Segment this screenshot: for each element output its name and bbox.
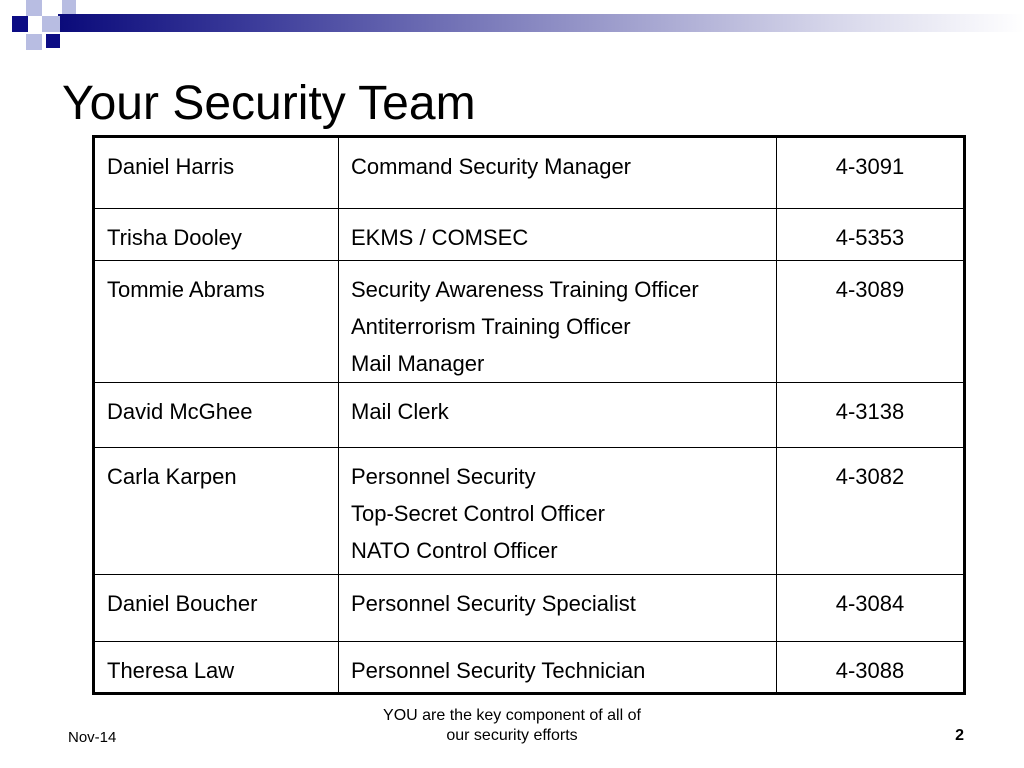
table-row [94, 383, 965, 448]
member-name: David McGhee [94, 383, 339, 448]
member-role: Mail Clerk [351, 399, 449, 424]
decor-square [46, 34, 60, 48]
member-roles [339, 209, 777, 261]
decor-square [42, 16, 60, 32]
member-role: NATO Control Officer [351, 538, 558, 563]
member-role: EKMS / COMSEC [351, 225, 529, 250]
member-role: Mail Manager [351, 351, 485, 376]
table-row [94, 575, 965, 642]
phone-extension: 4-3082 [777, 448, 965, 575]
slide-title: Your Security Team [62, 77, 476, 130]
member-roles [339, 642, 777, 694]
member-roles [339, 448, 777, 575]
member-roles [339, 261, 777, 383]
footer-message [312, 706, 712, 746]
decor-square [26, 0, 42, 16]
member-name: Daniel Boucher [94, 575, 339, 642]
header-decoration [0, 0, 1024, 50]
header-gradient-bar [58, 14, 1024, 32]
phone-extension: 4-3138 [777, 383, 965, 448]
decor-square [26, 34, 42, 50]
member-role: Personnel Security Specialist [351, 591, 636, 616]
member-role: Command Security Manager [351, 154, 632, 179]
phone-extension: 4-5353 [777, 209, 965, 261]
member-roles [339, 137, 777, 209]
footer-message-line: YOU are the key component of all of [383, 707, 641, 724]
table-row [94, 642, 965, 694]
member-role: Antiterrorism Training Officer [351, 314, 631, 339]
table-row [94, 448, 965, 575]
footer-message-line: our security efforts [446, 727, 578, 744]
decor-square [62, 0, 76, 14]
page-number: 2 [955, 727, 964, 744]
decor-square [12, 16, 28, 32]
phone-extension: 4-3084 [777, 575, 965, 642]
member-roles [339, 575, 777, 642]
member-role: Top-Secret Control Officer [351, 501, 605, 526]
member-name: Carla Karpen [94, 448, 339, 575]
member-name: Theresa Law [94, 642, 339, 694]
member-role: Security Awareness Training Officer [351, 277, 699, 302]
footer-date: Nov-14 [68, 729, 117, 746]
security-team-table [92, 135, 966, 695]
member-role: Personnel Security [351, 464, 536, 489]
member-roles [339, 383, 777, 448]
table-row [94, 137, 965, 209]
phone-extension: 4-3091 [777, 137, 965, 209]
table-row [94, 261, 965, 383]
member-role: Personnel Security Technician [351, 658, 646, 683]
table-row [94, 209, 965, 261]
member-name: Daniel Harris [94, 137, 339, 209]
phone-extension: 4-3088 [777, 642, 965, 694]
member-name: Tommie Abrams [94, 261, 339, 383]
member-name: Trisha Dooley [94, 209, 339, 261]
phone-extension: 4-3089 [777, 261, 965, 383]
